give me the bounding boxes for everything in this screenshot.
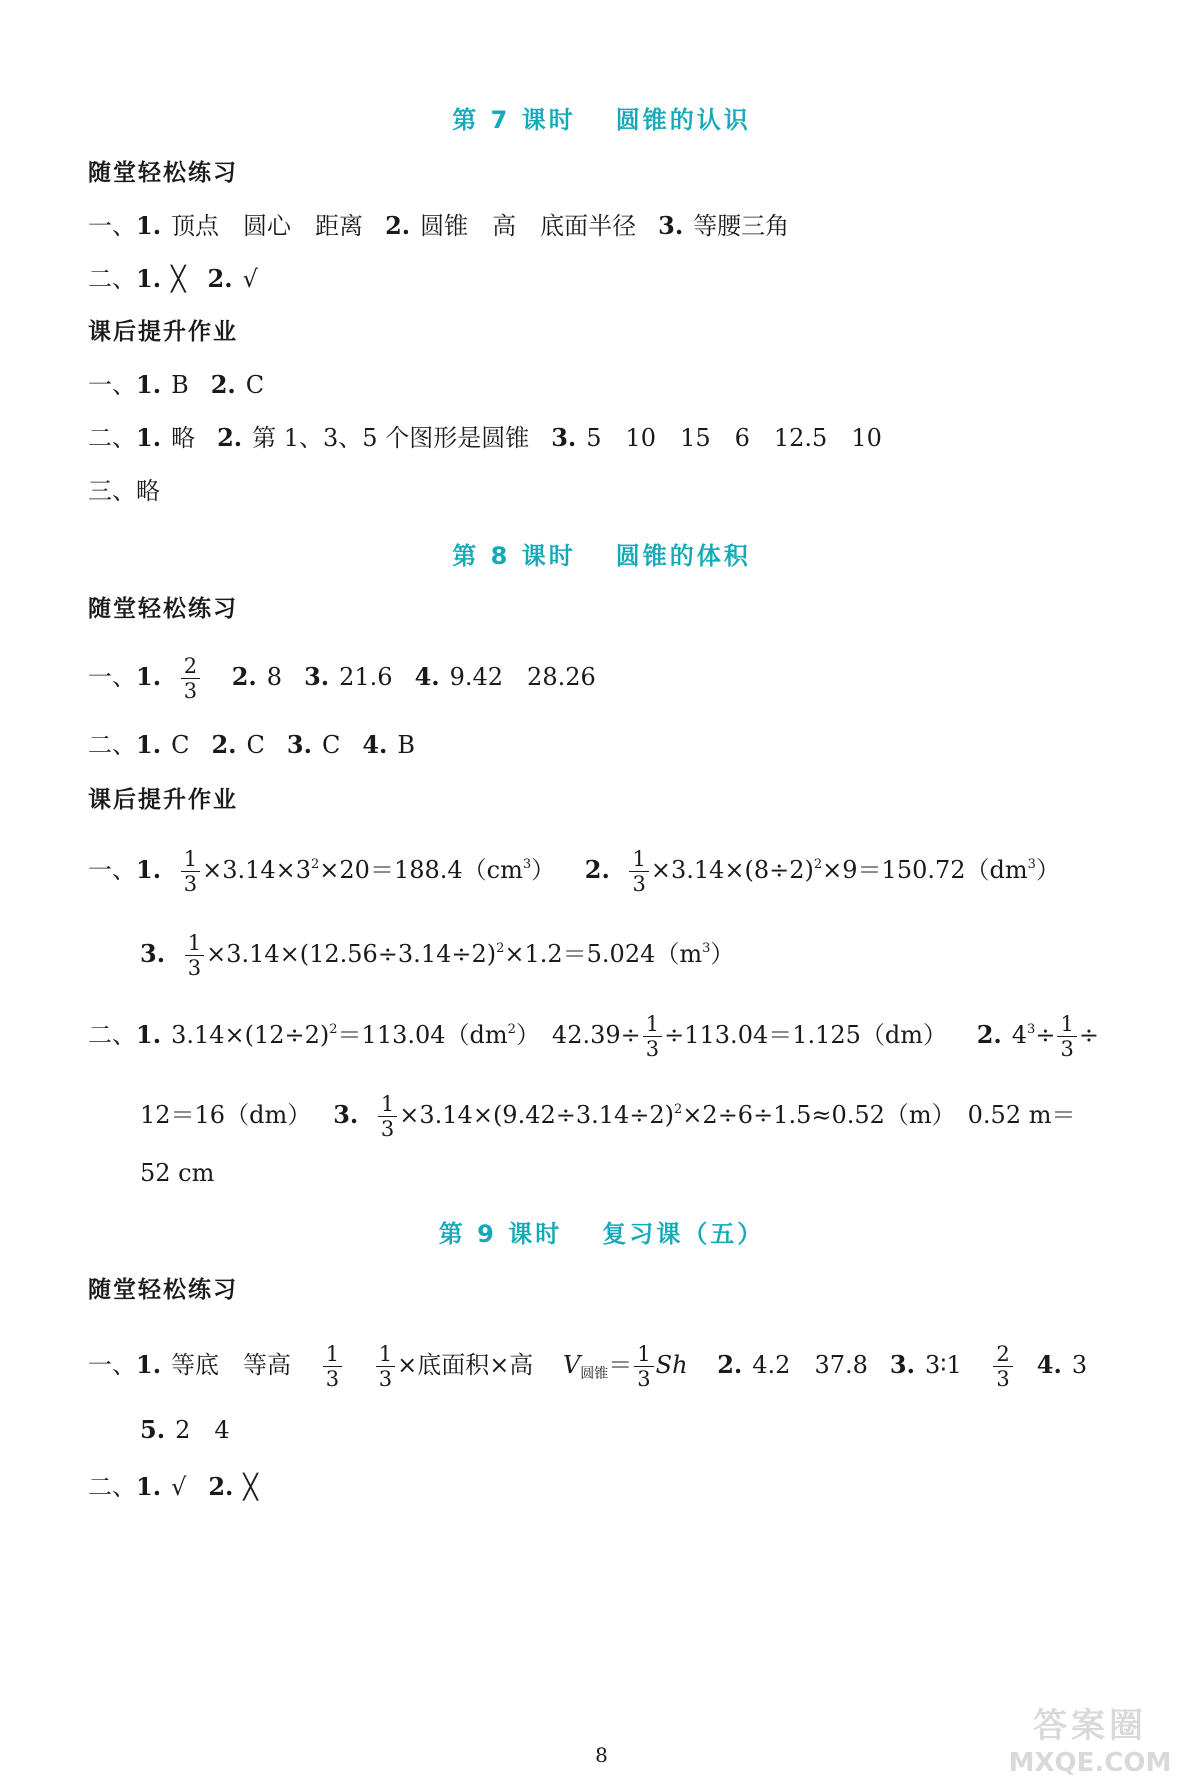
fraction: $\frac{1}{3}$ (181, 847, 200, 896)
s8-answer-line-3: 一、1. $\frac{1}{3}$ $\times 3.14\times 3^2\times 20=188.4(cm^3)$ 2. $\frac{1}{3}$ $\times 3.14\times(8\div 2)^2\times 9=150.72(dm^3)$ (88, 847, 1060, 896)
s7-answer-line-2: 二、1. ╳ 2. √ (88, 264, 258, 293)
lesson-9-title (0, 1214, 1203, 1249)
lesson-8-number: 第 8 课时 (452, 542, 576, 570)
lesson-9-number: 第 9 课时 (438, 1220, 563, 1248)
fraction: $\frac{1}{3}$ (323, 1342, 342, 1391)
lesson-8-title (0, 536, 1203, 571)
fraction: $\frac{1}{3}$ (378, 1092, 397, 1141)
s7-answer-line-1: 一、1. 顶点 圆心 距离 2. 圆锥 高 底面半径 3. 等腰三角 (88, 211, 790, 240)
s7-heading-homework: 课后提升作业 (88, 319, 238, 345)
s8-answer-line-5: 二、1. $3.14\times(12\div 2)^2=113.04(dm^2)$ 42.39÷ $\frac{1}{3}$ ÷113.04＝1.125（dm） 2. $4^3\div$ $\frac{1}{3}$ ÷ (88, 1012, 1099, 1061)
s8-heading-practice: 随堂轻松练习 (88, 596, 238, 622)
s8-heading-homework: 课后提升作业 (88, 787, 238, 813)
s7-answer-line-5: 三、略 (88, 477, 160, 505)
s7-answer-line-3: 一、1. B 2. C (88, 370, 265, 399)
fraction: $\frac{1}{3}$ (376, 1342, 395, 1391)
s8-answer-line-7: 52 cm (140, 1159, 215, 1187)
lesson-7-title (0, 100, 1203, 135)
page-number: 8 (595, 1743, 608, 1767)
s9-answer-line-2: 5. 2 4 (140, 1415, 230, 1444)
fraction: $\frac{1}{3}$ (1057, 1012, 1076, 1061)
s8-answer-line-4: 3. $\frac{1}{3}$ $\times 3.14\times(12.56\div 3.14\div 2)^2\times 1.2=5.024(m^3)$ (140, 931, 735, 980)
watermark-logo: 答案圈 MXQE.COM (1008, 1706, 1172, 1778)
lesson-8-topic: 圆锥的体积 (615, 542, 751, 570)
fraction: $\frac{2}{3}$ (181, 654, 200, 703)
s7-heading-practice: 随堂轻松练习 (88, 160, 238, 186)
lesson-7-number: 第 7 课时 (452, 106, 576, 134)
s8-answer-line-2: 二、1. C 2. C 3. C 4. B (88, 730, 416, 759)
lesson-7-topic: 圆锥的认识 (615, 106, 751, 134)
s7-answer-line-4: 二、1. 略 2. 第 1、3、5 个图形是圆锥 3. 5 10 15 6 12.5 10 (88, 423, 882, 452)
s9-heading-practice: 随堂轻松练习 (88, 1277, 238, 1303)
s8-answer-line-6: 12＝16（dm） 3. $\frac{1}{3}$ $\times 3.14\times(9.42\div 3.14\div 2)^2\times 2\div 6\div 1.5\approx 0.52(m)$ 0.52 m＝ (140, 1092, 1076, 1141)
s8-answer-line-1: 一、1. $\frac{2}{3}$ 2. 8 3. 21.6 4. 9.42 28.26 (88, 654, 596, 703)
fraction: $\frac{1}{3}$ (634, 1342, 653, 1391)
fraction: $\frac{1}{3}$ (629, 847, 648, 896)
fraction: $\frac{1}{3}$ (643, 1012, 662, 1061)
s9-answer-line-1: 一、1. 等底 等高 $\frac{1}{3}$ $\frac{1}{3}$ ×底面积×高 $V_{圆锥}=$ $\frac{1}{3}$ Sh 2. 4.2 37.8 3. 3∶1 $\frac{2}{3}$ 4. 3 (88, 1342, 1088, 1391)
s9-answer-line-3: 二、1. √ 2. ╳ (88, 1472, 258, 1501)
fraction: $\frac{1}{3}$ (185, 931, 204, 980)
lesson-9-topic: 复习课（五） (602, 1220, 765, 1248)
fraction: $\frac{2}{3}$ (993, 1342, 1012, 1391)
